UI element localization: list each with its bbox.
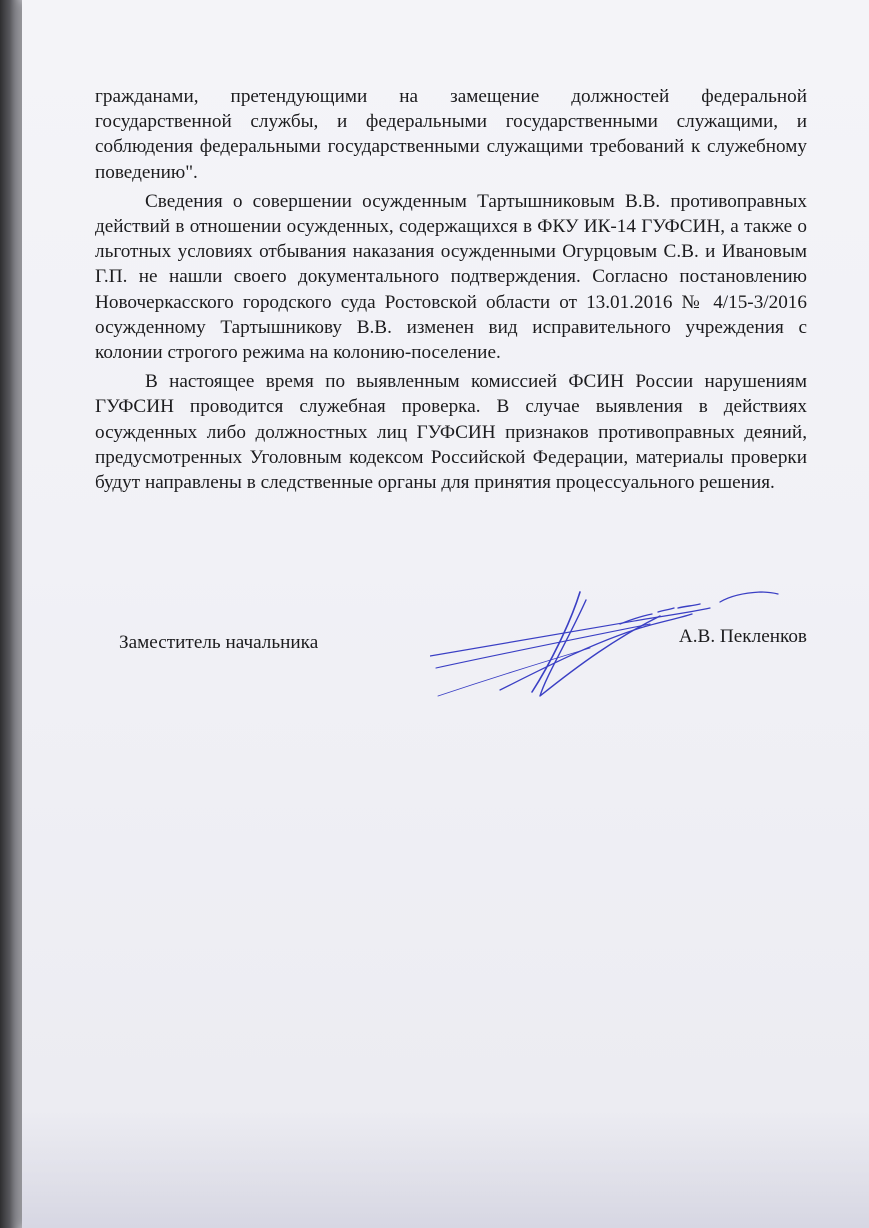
signer-position: Заместитель начальника [119,632,319,653]
paragraph-investigation: В настоящее время по выявленным комиссией ФСИН России нарушениям ГУФСИН проводится служебная проверка. В случае выявления в действиях осужденных либо должностных лиц ГУФСИН признаков противоправных деяний, предусмотренных Уголовным кодексом Российской Федерации, материалы проверки будут направлены в следственные органы для принятия процессуального решения. [95,371,807,494]
paragraph-findings: Сведения о совершении осужденным Тартышниковым В.В. противоправных действий в отношении осужденных, содержащихся в ФКУ ИК-14 ГУФСИН, а также о льготных условиях отбывания наказания осужденными Огурцовым С.В. и Ивановым Г.П. не нашли своего документального подтверждения. Согласно постановлению Новочеркасского городского суда Ростовской области от 13.01.2016 № 4/15-3/2016 осужденному Тартышникову В.В. изменен вид исправительного учреждения с колонии строгого режима на колонию-поселение. [95,190,807,364]
paragraph-continuation: гражданами, претендующими на замещение должностей федеральной государственной службы, и федеральными государственными служащими, и соблюдения федеральными государственными служащими требований к служебному поведению". [95,86,807,183]
handwritten-signature-icon [430,584,790,714]
scan-shadow [22,1110,869,1228]
signer-name: А.В. Пекленков [678,626,807,647]
letter-body [95,84,807,495]
